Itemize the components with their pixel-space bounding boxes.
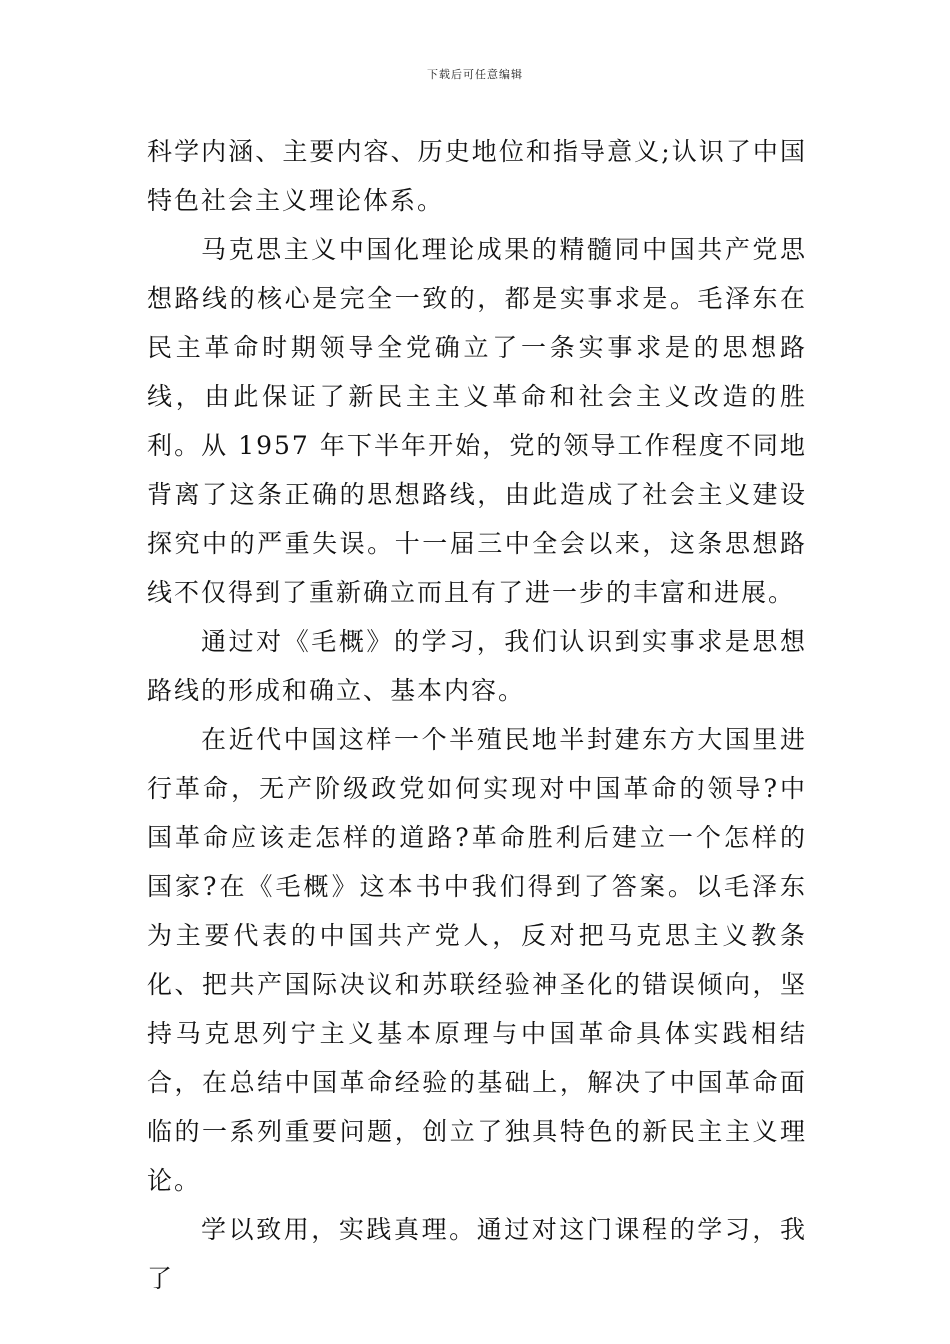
paragraph-study: 通过对《毛概》的学习，我们认识到实事求是思想路线的形成和确立、基本内容。: [147, 627, 807, 705]
document-body: [147, 127, 807, 1303]
page-header-note: 下载后可任意编辑: [427, 68, 523, 81]
paragraph-revolution: 在近代中国这样一个半殖民地半封建东方大国里进行革命，无产阶级政党如何实现对中国革命的领导?中国革命应该走怎样的道路?革命胜利后建立一个怎样的国家?在《毛概》这本书中我们得到了答案。以毛泽东为主要代表的中国共产党人，反对把马克思主义教条化、把共产国际决议和苏联经验神圣化的错误倾向，坚持马克思列宁主义基本原理与中国革命具体实践相结合，在总结中国革命经验的基础上，解决了中国革命面临的一系列重要问题，创立了独具特色的新民主主义理论。: [147, 725, 807, 1195]
paragraph-essence: 马克思主义中国化理论成果的精髓同中国共产党思想路线的核心是完全一致的，都是实事求是。毛泽东在民主革命时期领导全党确立了一条实事求是的思想路线，由此保证了新民主主义革命和社会主义改造的胜利。从 1957 年下半年开始，党的领导工作程度不同地背离了这条正确的思想路线，由此造成了社会主义建设探究中的严重失误。十一届三中全会以来，这条思想路线不仅得到了重新确立而且有了进一步的丰富和进展。: [147, 235, 807, 607]
paragraph-continued: 科学内涵、主要内容、历史地位和指导意义;认识了中国特色社会主义理论体系。: [147, 137, 807, 215]
paragraph-practice: 学以致用，实践真理。通过对这门课程的学习，我了: [147, 1215, 807, 1293]
